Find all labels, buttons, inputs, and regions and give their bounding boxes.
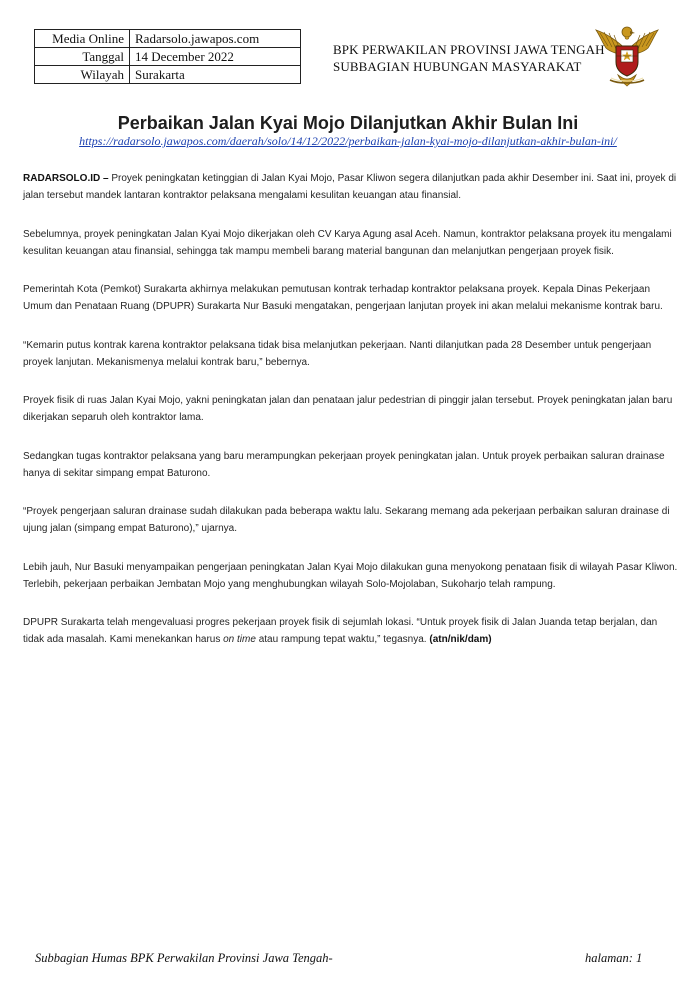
organization-name: BPK PERWAKILAN PROVINSI JAWA TENGAH xyxy=(333,42,605,57)
article-paragraph: Sedangkan tugas kontraktor pelaksana yang baru merampungkan pekerjaan proyek peningkatan jalan. Untuk proyek perbaikan saluran drainase hanya di sekitar simpang empat Baturono. xyxy=(23,450,665,479)
garuda-emblem-icon xyxy=(592,20,662,90)
article-paragraph: DPUPR Surakarta telah mengevaluasi progres pekerjaan proyek fisik di sejumlah lokasi. “Untuk proyek fisik di Jalan Juanda tetap berjalan, dan tidak ada masalah. Kami menekankan harus on time atau rampung tepat waktu,” tegasnya. (atn/nik/dam) xyxy=(23,617,658,645)
article-paragraph: Proyek fisik di ruas Jalan Kyai Mojo, yakni peningkatan jalan dan penataan jalur pedestrian di pinggir jalan tersebut. Proyek peningkatan jalan baru dikerjakan separuh oleh kontraktor lama. xyxy=(23,395,673,423)
organization-subdivision: SUBBAGIAN HUBUNGAN MASYARAKAT xyxy=(333,59,582,74)
metadata-row-date xyxy=(35,48,301,66)
article-paragraph: Lebih jauh, Nur Basuki menyampaikan pengerjaan peningkatan Jalan Kyai Mojo dilakukan guna menyokong penataan fisik di wilayah Pasar Kliwon. Terlebih, pekerjaan perbaikan Jembatan Mojo yang menghubungkan wilayah Solo-Mojolaban, Sukoharjo telah rampung. xyxy=(23,561,678,590)
article-body xyxy=(23,170,679,670)
article-paragraph: Pemerintah Kota (Pemkot) Surakarta akhirnya melakukan pemutusan kontrak terhadap kontraktor pelaksana proyek. Kepala Dinas Pekerjaan Umum dan Penataan Ruang (DPUPR) Surakarta Nur Basuki mengatakan, pengerjaan lanjutan proyek ini akan melalui mekanisme kontrak baru. xyxy=(23,284,663,312)
organization-header xyxy=(333,41,605,75)
metadata-label: Tanggal xyxy=(35,48,130,66)
metadata-label: Media Online xyxy=(35,30,130,48)
article-paragraph: “Proyek pengerjaan saluran drainase sudah dilakukan pada beberapa waktu lalu. Sekarang memang ada pekerjaan perbaikan saluran drainase di ujung jalan (simpang empat Baturono),” ujarnya. xyxy=(23,506,670,534)
metadata-label: Wilayah xyxy=(35,66,130,84)
metadata-value: 14 December 2022 xyxy=(130,48,301,66)
metadata-value: Radarsolo.jawapos.com xyxy=(130,30,301,48)
article-lead: RADARSOLO.ID – xyxy=(23,173,109,184)
metadata-value: Surakarta xyxy=(130,66,301,84)
article-paragraph: “Kemarin putus kontrak karena kontraktor pelaksana tidak bisa melanjutkan pekerjaan. Nanti dilanjutkan pada 28 Desember untuk pengerjaan proyek lanjutan. Mekanismenya melalui kontrak baru,” bebernya. xyxy=(23,339,652,368)
article-paragraph: RADARSOLO.ID – Proyek peningkatan ketinggian di Jalan Kyai Mojo, Pasar Kliwon segera dilanjutkan pada akhir Desember ini. Saat ini, proyek di jalan tersebut mandek lantaran kontraktor pelaksana mengalami kesulitan keuangan atau finansial. xyxy=(23,173,677,201)
metadata-row-media xyxy=(35,30,301,48)
metadata-table xyxy=(34,29,301,84)
article-title: Perbaikan Jalan Kyai Mojo Dilanjutkan Akhir Bulan Ini xyxy=(117,113,579,133)
metadata-row-region xyxy=(35,66,301,84)
article-source-link[interactable]: https://radarsolo.jawapos.com/daerah/solo/14/12/2022/perbaikan-jalan-kyai-mojo-dilanjutkan-akhir-bulan-ini/ xyxy=(79,134,617,148)
footer-organization: Subbagian Humas BPK Perwakilan Provinsi Jawa Tengah- xyxy=(35,951,333,965)
article-paragraph: Sebelumnya, proyek peningkatan Jalan Kyai Mojo dikerjakan oleh CV Karya Agung asal Aceh. Namun, kontraktor pelaksana proyek itu mengalami kesulitan keuangan atau finansial, sehingga tak mampu membeli barang material bangunan dan melanjutkan pengerjaan proyek fisik. xyxy=(23,228,672,257)
article-initials: (atn/nik/dam) xyxy=(429,634,492,645)
page-number: halaman: 1 xyxy=(585,951,643,965)
